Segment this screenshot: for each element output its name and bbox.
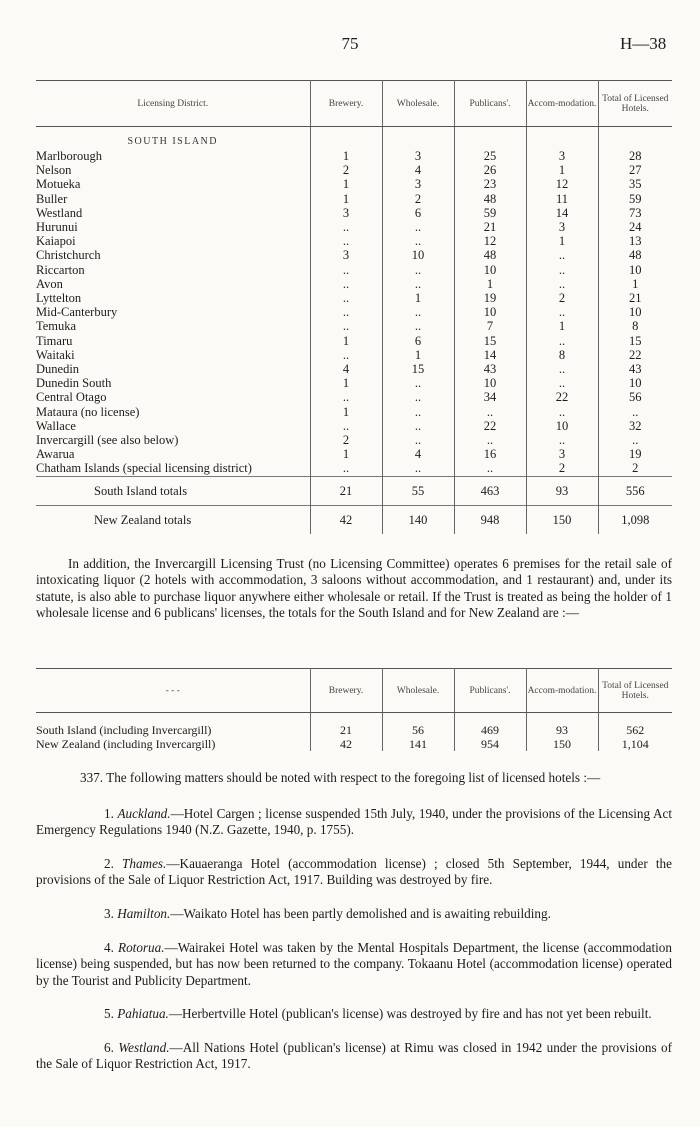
wholesale-cell: 3 bbox=[382, 149, 454, 163]
header-brewery: Brewery. bbox=[310, 669, 382, 713]
totals-row bbox=[36, 476, 672, 505]
note-number: 1. bbox=[104, 806, 118, 821]
table-row bbox=[36, 723, 672, 737]
publicans-cell: 25 bbox=[454, 149, 526, 163]
table-row bbox=[36, 433, 672, 447]
district-cell: Mid-Canterbury bbox=[36, 305, 118, 320]
brewery-cell: 1 bbox=[310, 192, 382, 206]
note-item bbox=[36, 940, 672, 989]
accommodation-cell: 2 bbox=[526, 461, 598, 476]
wholesale-cell: 56 bbox=[382, 723, 454, 737]
publicans-cell: 10 bbox=[454, 263, 526, 277]
total-cell: 56 bbox=[598, 390, 672, 404]
brewery-cell: .. bbox=[310, 277, 382, 291]
brewery-cell: .. bbox=[310, 461, 382, 476]
accommodation-cell: 1 bbox=[526, 163, 598, 177]
note-text: —All Nations Hotel (publican's license) at Rimu was closed in 1942 under the provisions of the Sale of Liquor Restriction Act, 1917. bbox=[36, 1040, 672, 1072]
publicans-cell: 22 bbox=[454, 419, 526, 433]
note-item bbox=[36, 1006, 672, 1022]
table-row bbox=[36, 263, 672, 277]
accommodation-cell: 12 bbox=[526, 177, 598, 191]
header-accommodation: Accom-modation. bbox=[526, 669, 598, 713]
accommodation-cell: .. bbox=[526, 248, 598, 262]
district-cell: Hurunui bbox=[36, 220, 78, 235]
wholesale-cell: 15 bbox=[382, 362, 454, 376]
table-row bbox=[36, 149, 672, 163]
note-number: 4. bbox=[104, 940, 119, 955]
district-cell: Dunedin bbox=[36, 362, 80, 377]
table-row bbox=[36, 461, 672, 476]
table-row bbox=[36, 447, 672, 461]
header-publicans: Publicans'. bbox=[454, 669, 526, 713]
publicans-cell: 43 bbox=[454, 362, 526, 376]
district-cell: Awarua bbox=[36, 447, 75, 462]
brewery-cell: 1 bbox=[310, 149, 382, 163]
note-place: Pahiatua. bbox=[117, 1006, 169, 1021]
wholesale-cell: .. bbox=[382, 390, 454, 404]
table-row bbox=[36, 248, 672, 262]
page-number: 75 bbox=[341, 34, 359, 53]
table-row bbox=[36, 405, 672, 419]
header-licensing-district: Licensing District. bbox=[36, 81, 310, 127]
accommodation-cell: 10 bbox=[526, 419, 598, 433]
total-cell: 1,104 bbox=[598, 737, 672, 751]
brewery-cell: .. bbox=[310, 319, 382, 333]
accommodation-cell: 93 bbox=[526, 723, 598, 737]
header-total-licensed-hotels: Total of Licensed Hotels. bbox=[598, 669, 672, 713]
wholesale-cell: .. bbox=[382, 263, 454, 277]
table-row bbox=[36, 291, 672, 305]
district-cell: Waitaki bbox=[36, 347, 75, 362]
accommodation-cell: 2 bbox=[526, 291, 598, 305]
wholesale-cell: 4 bbox=[382, 163, 454, 177]
wholesale-cell: 141 bbox=[382, 737, 454, 751]
brewery-cell: 2 bbox=[310, 163, 382, 177]
wholesale-cell: 3 bbox=[382, 177, 454, 191]
district-cell: New Zealand (including Invercargill) bbox=[36, 737, 216, 752]
total-cell: 15 bbox=[598, 334, 672, 348]
district-cell: Buller bbox=[36, 191, 68, 206]
publicans-cell: 10 bbox=[454, 376, 526, 390]
header-accommodation: Accom-modation. bbox=[526, 81, 598, 127]
table-row bbox=[36, 362, 672, 376]
brewery-cell: .. bbox=[310, 348, 382, 362]
paragraph-invercargill-trust: In addition, the Invercargill Licensing Trust (no Licensing Committee) operates 6 premises for the retail sale of intoxicating liquor (2 hotels with accommodation, 3 saloons without accommodation, and 1 restaurant) and, under its statute, is also able to purchase liquor anywhere either wholesale or retail. If the Trust is treated as being the holder of 1 wholesale license and 6 publicans' licenses, the totals for the South Island and for New Zealand are :— bbox=[36, 556, 672, 621]
wholesale-cell: 10 bbox=[382, 248, 454, 262]
table-row bbox=[36, 376, 672, 390]
total-cell: 8 bbox=[598, 319, 672, 333]
header-brewery: Brewery. bbox=[310, 81, 382, 127]
wholesale-cell: .. bbox=[382, 277, 454, 291]
table-row bbox=[36, 419, 672, 433]
accommodation-cell: .. bbox=[526, 376, 598, 390]
publicans-cell: 7 bbox=[454, 319, 526, 333]
wholesale-cell: .. bbox=[382, 319, 454, 333]
table-row bbox=[36, 234, 672, 248]
paragraph-section-337: 337. The following matters should be noted with respect to the foregoing list of licensed hotels :— bbox=[80, 770, 601, 785]
brewery-cell: 42 bbox=[310, 505, 382, 534]
wholesale-cell: .. bbox=[382, 234, 454, 248]
accommodation-cell: 8 bbox=[526, 348, 598, 362]
table-row bbox=[36, 177, 672, 191]
brewery-cell: 1 bbox=[310, 334, 382, 348]
publicans-cell: 463 bbox=[454, 476, 526, 505]
table-row bbox=[36, 163, 672, 177]
wholesale-cell: 1 bbox=[382, 348, 454, 362]
total-cell: 10 bbox=[598, 305, 672, 319]
total-cell: 27 bbox=[598, 163, 672, 177]
note-number: 6. bbox=[104, 1040, 119, 1055]
total-cell: 35 bbox=[598, 177, 672, 191]
publicans-cell: 48 bbox=[454, 192, 526, 206]
note-place: Westland. bbox=[118, 1040, 170, 1055]
brewery-cell: 2 bbox=[310, 433, 382, 447]
brewery-cell: 21 bbox=[310, 723, 382, 737]
table-row bbox=[36, 206, 672, 220]
publicans-cell: 21 bbox=[454, 220, 526, 234]
wholesale-cell: 6 bbox=[382, 206, 454, 220]
publicans-cell: 954 bbox=[454, 737, 526, 751]
accommodation-cell: .. bbox=[526, 362, 598, 376]
total-cell: 48 bbox=[598, 248, 672, 262]
district-cell: South Island totals bbox=[36, 476, 310, 505]
total-cell: 556 bbox=[598, 476, 672, 505]
total-cell: 59 bbox=[598, 192, 672, 206]
district-cell: South Island (including Invercargill) bbox=[36, 723, 212, 737]
brewery-cell: .. bbox=[310, 291, 382, 305]
wholesale-cell: 4 bbox=[382, 447, 454, 461]
table-row bbox=[36, 305, 672, 319]
licensed-hotels-table bbox=[36, 80, 672, 534]
note-item bbox=[36, 906, 672, 922]
total-cell: 1,098 bbox=[598, 505, 672, 534]
accommodation-cell: 3 bbox=[526, 149, 598, 163]
district-cell: Christchurch bbox=[36, 248, 101, 263]
brewery-cell: .. bbox=[310, 419, 382, 433]
table-row bbox=[36, 319, 672, 333]
brewery-cell: .. bbox=[310, 234, 382, 248]
publicans-cell: 16 bbox=[454, 447, 526, 461]
publicans-cell: 19 bbox=[454, 291, 526, 305]
note-text: —Kauaeranga Hotel (accommodation license) ; closed 5th September, 1944, under the provisions of the Sale of Liquor Restriction Act, 1917. Building was destroyed by fire. bbox=[36, 856, 672, 888]
accommodation-cell: 150 bbox=[526, 505, 598, 534]
total-cell: 19 bbox=[598, 447, 672, 461]
accommodation-cell: .. bbox=[526, 305, 598, 319]
note-place: Hamilton. bbox=[117, 906, 171, 921]
wholesale-cell: 140 bbox=[382, 505, 454, 534]
invercargill-totals-table bbox=[36, 668, 672, 751]
header-total-licensed-hotels: Total of Licensed Hotels. bbox=[598, 81, 672, 127]
publicans-cell: .. bbox=[454, 405, 526, 419]
page-reference: H—38 bbox=[620, 34, 667, 53]
wholesale-cell: .. bbox=[382, 376, 454, 390]
wholesale-cell: .. bbox=[382, 433, 454, 447]
district-cell: Marlborough bbox=[36, 149, 102, 163]
district-cell: Lyttelton bbox=[36, 291, 82, 306]
accommodation-cell: 3 bbox=[526, 220, 598, 234]
brewery-cell: 3 bbox=[310, 248, 382, 262]
note-text: —Waikato Hotel has been partly demolished and is awaiting rebuilding. bbox=[170, 906, 551, 921]
wholesale-cell: .. bbox=[382, 405, 454, 419]
wholesale-cell: 2 bbox=[382, 192, 454, 206]
note-text: —Wairakei Hotel was taken by the Mental Hospitals Department, the license (accommodation license) being suspended, but has now been returned to the company. Tokaanu Hotel (accommodation license) operated by the Tourist and Publicity Department. bbox=[36, 940, 672, 988]
publicans-cell: 10 bbox=[454, 305, 526, 319]
district-cell: Riccarton bbox=[36, 262, 85, 277]
note-number: 5. bbox=[104, 1006, 118, 1021]
total-cell: 21 bbox=[598, 291, 672, 305]
brewery-cell: .. bbox=[310, 390, 382, 404]
publicans-cell: 15 bbox=[454, 334, 526, 348]
section-title-south-island: SOUTH ISLAND bbox=[127, 135, 218, 147]
publicans-cell: .. bbox=[454, 461, 526, 476]
header-wholesale: Wholesale. bbox=[382, 81, 454, 127]
accommodation-cell: 11 bbox=[526, 192, 598, 206]
wholesale-cell: 1 bbox=[382, 291, 454, 305]
header-blank-district: - - - bbox=[36, 669, 310, 713]
table-row bbox=[36, 277, 672, 291]
table-body bbox=[36, 713, 672, 752]
note-item bbox=[36, 1040, 672, 1073]
accommodation-cell: 22 bbox=[526, 390, 598, 404]
district-cell: Timaru bbox=[36, 333, 73, 348]
wholesale-cell: 55 bbox=[382, 476, 454, 505]
header-publicans: Publicans'. bbox=[454, 81, 526, 127]
publicans-cell: 23 bbox=[454, 177, 526, 191]
total-cell: 22 bbox=[598, 348, 672, 362]
accommodation-cell: .. bbox=[526, 263, 598, 277]
accommodation-cell: 1 bbox=[526, 234, 598, 248]
total-cell: 32 bbox=[598, 419, 672, 433]
district-cell: Kaiapoi bbox=[36, 234, 76, 249]
brewery-cell: .. bbox=[310, 263, 382, 277]
accommodation-cell: 3 bbox=[526, 447, 598, 461]
total-cell: 24 bbox=[598, 220, 672, 234]
brewery-cell: 1 bbox=[310, 177, 382, 191]
accommodation-cell: 1 bbox=[526, 319, 598, 333]
note-place: Rotorua. bbox=[118, 940, 165, 955]
total-cell: .. bbox=[598, 433, 672, 447]
note-number: 2. bbox=[104, 856, 123, 871]
district-cell: Central Otago bbox=[36, 390, 107, 405]
total-cell: 28 bbox=[598, 149, 672, 163]
district-cell: Avon bbox=[36, 276, 63, 291]
publicans-cell: 59 bbox=[454, 206, 526, 220]
totals-row bbox=[36, 505, 672, 534]
district-cell: Nelson bbox=[36, 163, 72, 178]
table-row bbox=[36, 737, 672, 751]
brewery-cell: 1 bbox=[310, 376, 382, 390]
note-text: —Hotel Cargen ; license suspended 15th July, 1940, under the provisions of the Licensing Act Emergency Regulations 1940 (N.Z. Gazette, 1940, p. 1755). bbox=[36, 806, 672, 838]
wholesale-cell: 6 bbox=[382, 334, 454, 348]
total-cell: 1 bbox=[598, 277, 672, 291]
brewery-cell: .. bbox=[310, 220, 382, 234]
accommodation-cell: .. bbox=[526, 433, 598, 447]
brewery-cell: 42 bbox=[310, 737, 382, 751]
accommodation-cell: 150 bbox=[526, 737, 598, 751]
brewery-cell: 1 bbox=[310, 447, 382, 461]
note-place: Thames. bbox=[122, 856, 167, 871]
district-cell: Westland bbox=[36, 205, 83, 220]
table-row bbox=[36, 220, 672, 234]
total-cell: 2 bbox=[598, 461, 672, 476]
wholesale-cell: .. bbox=[382, 419, 454, 433]
brewery-cell: 4 bbox=[310, 362, 382, 376]
total-cell: 562 bbox=[598, 723, 672, 737]
accommodation-cell: .. bbox=[526, 277, 598, 291]
brewery-cell: 21 bbox=[310, 476, 382, 505]
district-cell: Temuka bbox=[36, 319, 77, 334]
total-cell: .. bbox=[598, 405, 672, 419]
district-cell: New Zealand totals bbox=[36, 505, 310, 534]
district-cell: Invercargill (see also below) bbox=[36, 433, 179, 448]
accommodation-cell: .. bbox=[526, 334, 598, 348]
total-cell: 10 bbox=[598, 376, 672, 390]
wholesale-cell: .. bbox=[382, 220, 454, 234]
table-row bbox=[36, 334, 672, 348]
table-body bbox=[36, 127, 672, 534]
brewery-cell: 3 bbox=[310, 206, 382, 220]
district-cell: Chatham Islands (special licensing district) bbox=[36, 461, 252, 476]
accommodation-cell: .. bbox=[526, 405, 598, 419]
note-place: Auckland. bbox=[117, 806, 171, 821]
publicans-cell: 14 bbox=[454, 348, 526, 362]
total-cell: 13 bbox=[598, 234, 672, 248]
publicans-cell: 48 bbox=[454, 248, 526, 262]
table-row bbox=[36, 390, 672, 404]
publicans-cell: 469 bbox=[454, 723, 526, 737]
total-cell: 43 bbox=[598, 362, 672, 376]
district-cell: Mataura (no license) bbox=[36, 404, 140, 419]
publicans-cell: 948 bbox=[454, 505, 526, 534]
publicans-cell: 12 bbox=[454, 234, 526, 248]
publicans-cell: 34 bbox=[454, 390, 526, 404]
total-cell: 73 bbox=[598, 206, 672, 220]
brewery-cell: .. bbox=[310, 305, 382, 319]
wholesale-cell: .. bbox=[382, 305, 454, 319]
publicans-cell: 1 bbox=[454, 277, 526, 291]
publicans-cell: 26 bbox=[454, 163, 526, 177]
note-text: —Herbertville Hotel (publican's license) was destroyed by fire and has not yet been rebuilt. bbox=[168, 1006, 652, 1021]
accommodation-cell: 14 bbox=[526, 206, 598, 220]
note-number: 3. bbox=[104, 906, 118, 921]
wholesale-cell: .. bbox=[382, 461, 454, 476]
publicans-cell: .. bbox=[454, 433, 526, 447]
district-cell: Dunedin South bbox=[36, 376, 112, 391]
accommodation-cell: 93 bbox=[526, 476, 598, 505]
table-row bbox=[36, 348, 672, 362]
note-item bbox=[36, 806, 672, 839]
brewery-cell: 1 bbox=[310, 405, 382, 419]
district-cell: Wallace bbox=[36, 418, 76, 433]
header-wholesale: Wholesale. bbox=[382, 669, 454, 713]
total-cell: 10 bbox=[598, 263, 672, 277]
table-row bbox=[36, 192, 672, 206]
district-cell: Motueka bbox=[36, 177, 81, 192]
note-item bbox=[36, 856, 672, 889]
